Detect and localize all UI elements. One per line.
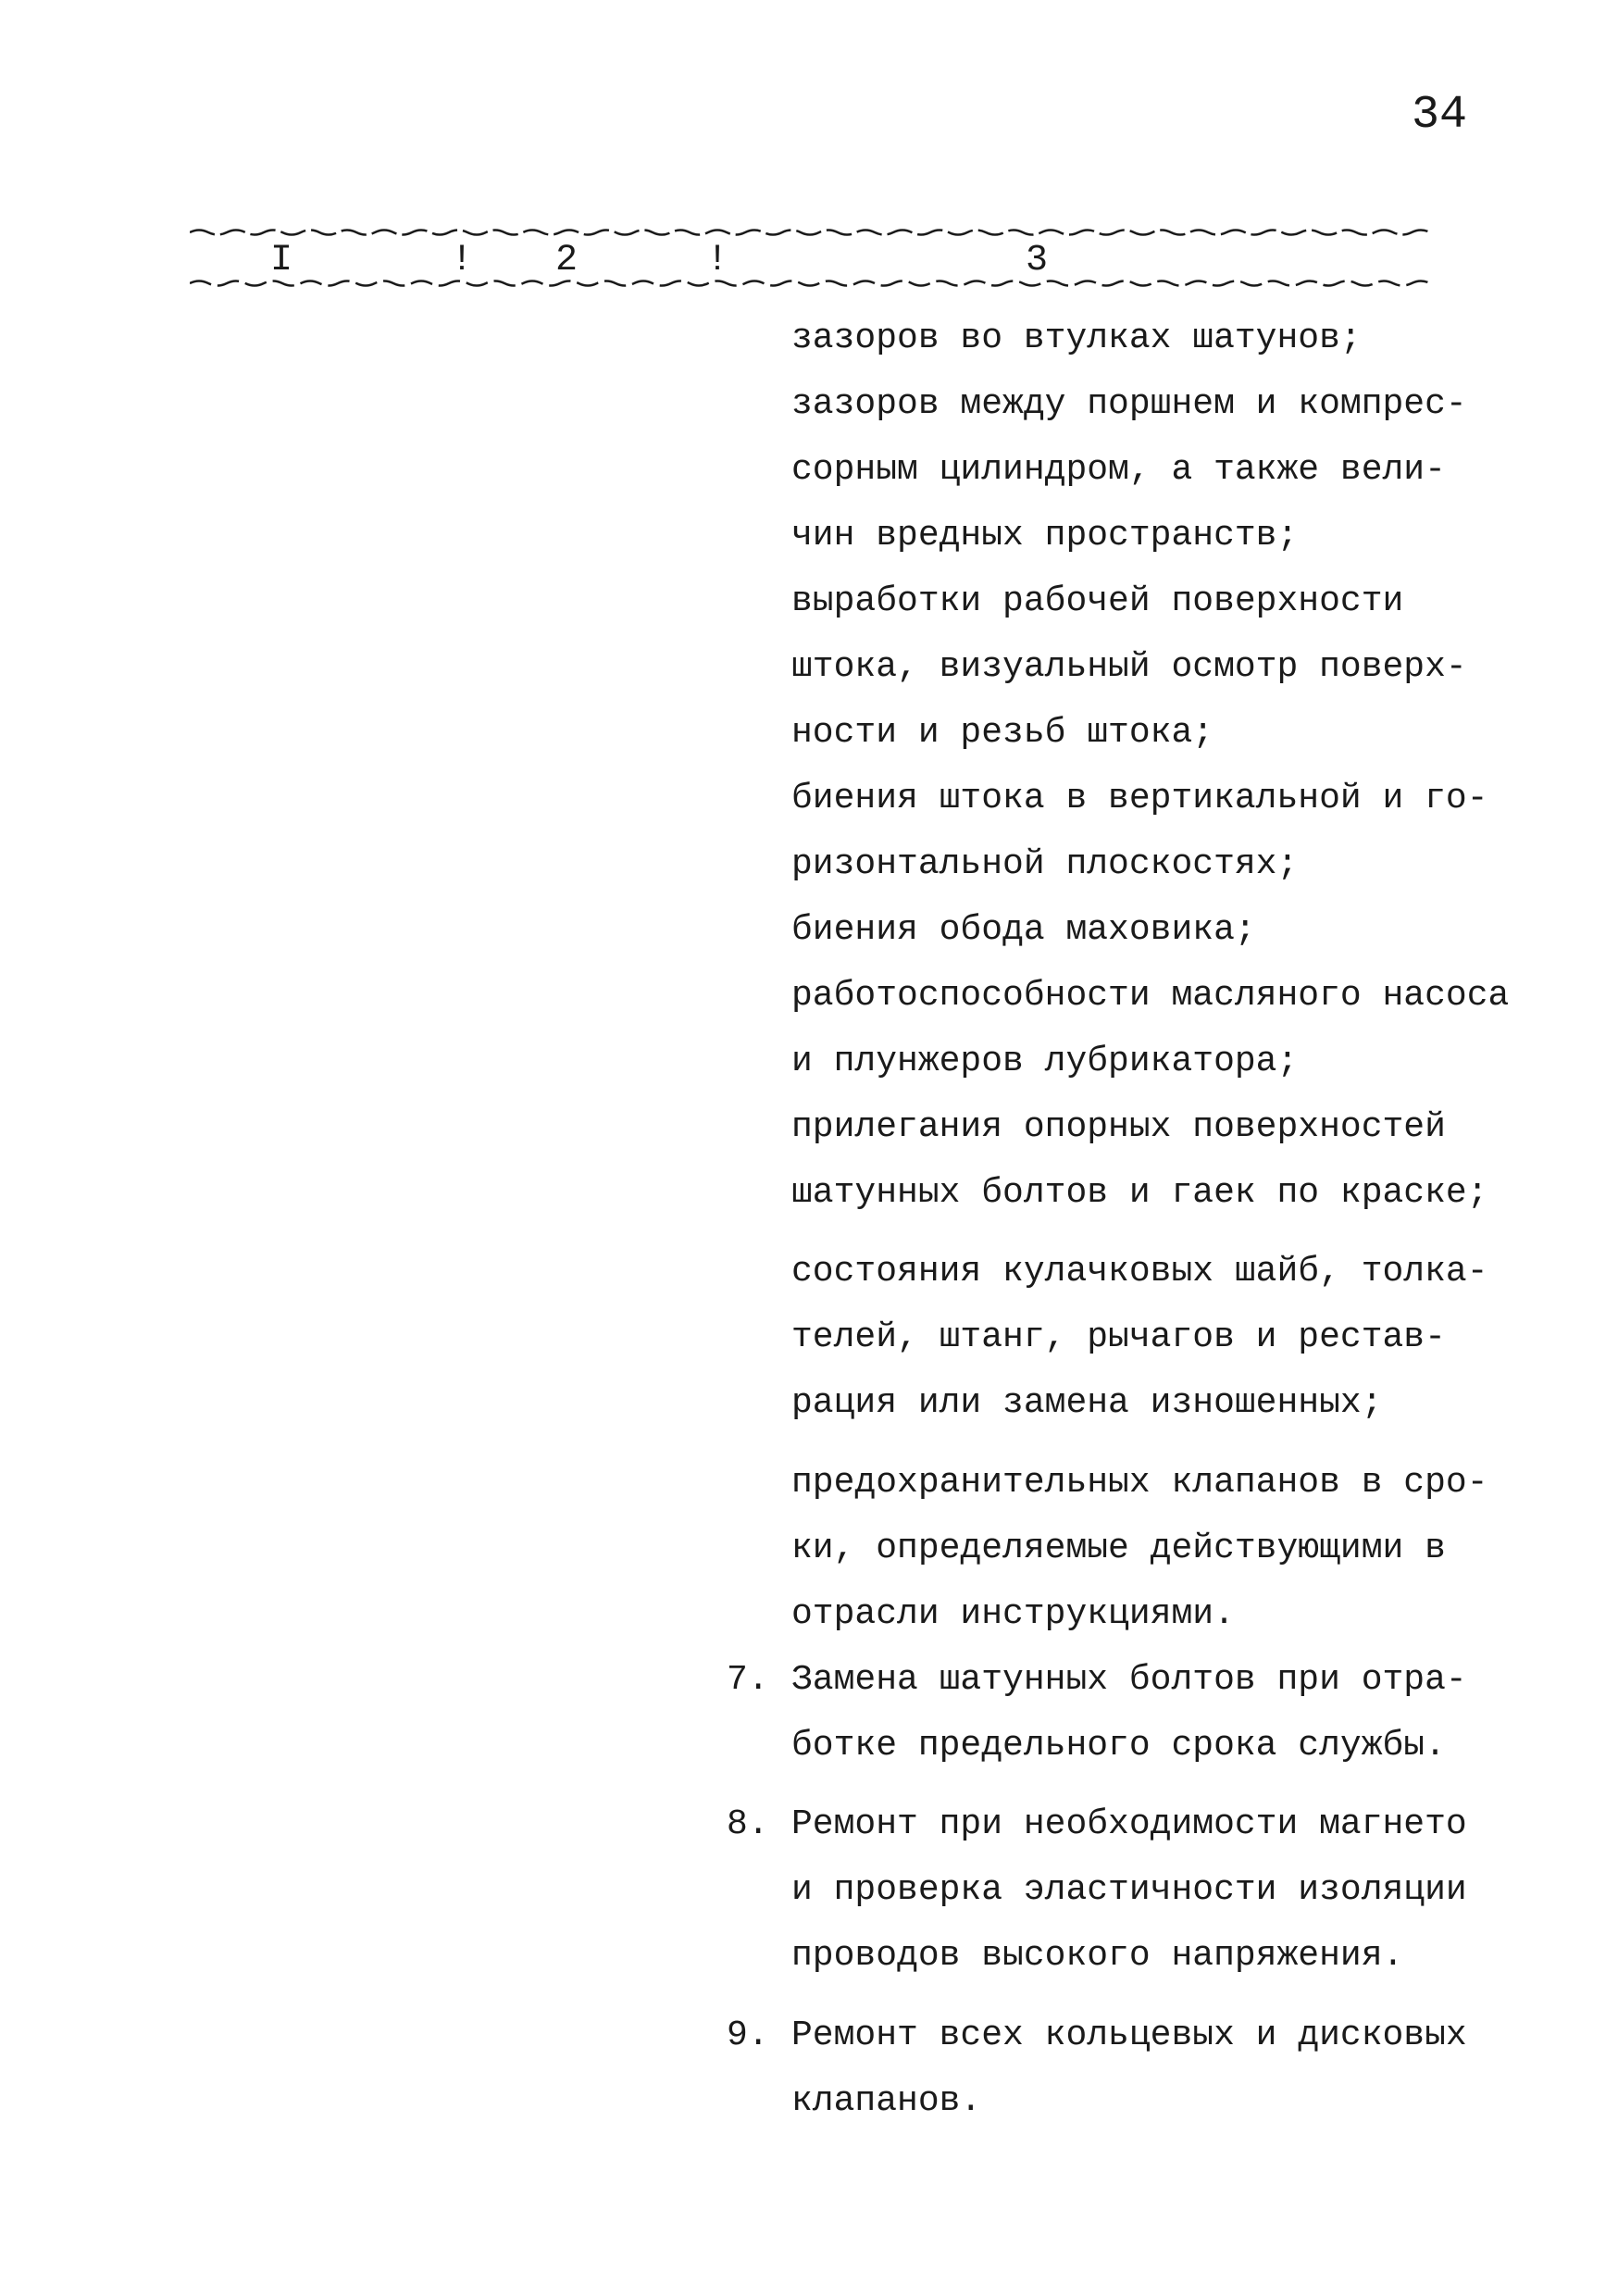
text-line: сорным цилиндром, а также вели- — [791, 450, 1446, 490]
text-line: зазоров между поршнем и компрес- — [791, 384, 1467, 424]
text-line: шатунных болтов и гаек по краске; — [791, 1173, 1488, 1213]
item-number-9: 9. — [727, 2015, 769, 2055]
text-line: зазоров во втулках шатунов; — [791, 318, 1362, 358]
item-number-8: 8. — [727, 1804, 769, 1844]
text-line: проводов высокого напряжения. — [791, 1936, 1404, 1976]
column-header-2: 2 — [555, 240, 579, 281]
text-line: Ремонт всех кольцевых и дисковых — [791, 2015, 1467, 2055]
text-line: и плунжеров лубрикатора; — [791, 1042, 1299, 1081]
text-line: отрасли инструкциями. — [791, 1594, 1235, 1634]
table-header-rule-top — [190, 227, 1439, 238]
text-line: биения обода маховика; — [791, 910, 1256, 950]
text-line: работоспособности масляного насоса — [791, 976, 1510, 1016]
text-line: рация или замена изношенных; — [791, 1383, 1383, 1423]
column-separator-2: ! — [706, 240, 729, 281]
text-line: прилегания опорных поверхностей — [791, 1107, 1446, 1147]
text-line: и проверка эластичности изоляции — [791, 1870, 1467, 1910]
item-number-7: 7. — [727, 1660, 769, 1700]
column-header-1: I — [270, 240, 293, 281]
text-line: ризонтальной плоскостях; — [791, 844, 1299, 884]
text-line: телей, штанг, рычагов и рестав- — [791, 1317, 1446, 1357]
text-line: ки, определяемые действующими в — [791, 1529, 1446, 1568]
text-line: Ремонт при необходимости магнето — [791, 1804, 1467, 1844]
column-separator-1: ! — [451, 240, 474, 281]
text-line: штока, визуальный осмотр поверх- — [791, 647, 1467, 687]
page-number: 34 — [1412, 89, 1468, 142]
text-line: Замена шатунных болтов при отра- — [791, 1660, 1467, 1700]
text-line: биения штока в вертикальной и го- — [791, 779, 1488, 818]
table-header-rule-bottom — [190, 278, 1439, 289]
text-line: чин вредных пространств; — [791, 516, 1299, 555]
text-line: предохранительных клапанов в сро- — [791, 1463, 1488, 1503]
text-line: ности и резьб штока; — [791, 713, 1214, 753]
text-line: клапанов. — [791, 2081, 982, 2121]
text-line: выработки рабочей поверхности — [791, 581, 1404, 621]
column-header-3: 3 — [1026, 240, 1049, 281]
text-line: ботке предельного срока службы. — [791, 1726, 1446, 1766]
text-line: состояния кулачковых шайб, толка- — [791, 1252, 1488, 1292]
